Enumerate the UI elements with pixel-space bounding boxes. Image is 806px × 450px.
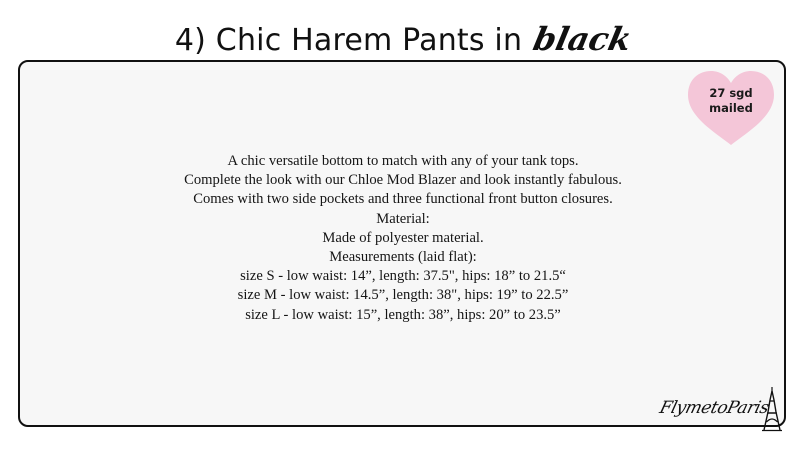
eiffel-tower-icon — [762, 386, 782, 432]
size-s-measurement: size S - low waist: 14”, length: 37.5", hips: 18” to 21.5“ — [240, 268, 566, 285]
price-amount: 27 sgd — [709, 86, 753, 100]
product-description — [30, 152, 776, 325]
measurements-heading: Measurements (laid flat): — [329, 249, 477, 266]
size-m-measurement: size M - low waist: 14.5”, length: 38", hips: 19” to 22.5” — [237, 287, 569, 304]
price-badge — [684, 67, 778, 147]
page-title — [0, 14, 806, 58]
description-line: Comes with two side pockets and three functional front button closures. — [193, 191, 613, 208]
price-text — [684, 86, 778, 116]
brand-logo-text: FlymetoParis — [657, 398, 771, 418]
size-l-measurement: size L - low waist: 15”, length: 38”, hips: 20” to 23.5” — [245, 306, 561, 323]
material-text: Made of polyester material. — [322, 229, 484, 246]
description-line: Complete the look with our Chloe Mod Blazer and look instantly fabulous. — [184, 172, 622, 189]
material-heading: Material: — [376, 210, 430, 227]
price-shipping: mailed — [709, 101, 753, 115]
description-line: A chic versatile bottom to match with any of your tank tops. — [227, 153, 579, 169]
brand-logo — [657, 390, 786, 434]
title-main: 4) Chic Harem Pants in — [174, 23, 523, 58]
title-color-word: black — [530, 20, 636, 58]
